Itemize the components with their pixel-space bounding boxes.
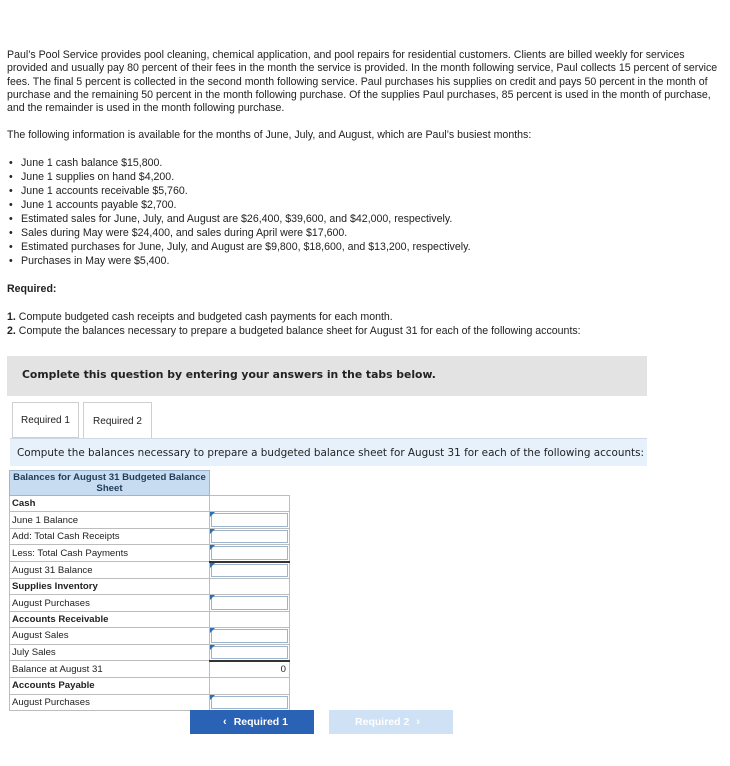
table-row bbox=[10, 496, 290, 512]
table-row bbox=[10, 678, 290, 694]
chevron-right-icon: › bbox=[416, 716, 420, 728]
table-row bbox=[10, 528, 290, 544]
chevron-left-icon: ‹ bbox=[223, 716, 227, 728]
row-label-total-cash-payments: Less: Total Cash Payments bbox=[10, 545, 210, 562]
row-label-august-31-balance: August 31 Balance bbox=[10, 562, 210, 579]
input-flag-icon bbox=[210, 512, 215, 517]
payable-august-purchases-input[interactable] bbox=[211, 696, 288, 709]
table-header-row bbox=[10, 471, 290, 496]
requirement-1-number: 1. bbox=[7, 311, 16, 324]
row-label-supplies-inventory: Supplies Inventory bbox=[10, 578, 210, 594]
table-row bbox=[10, 578, 290, 594]
complete-question-text: Complete this question by entering your answers in the tabs below. bbox=[22, 368, 436, 381]
supplies-august-purchases-input[interactable] bbox=[211, 596, 288, 609]
row-label-accounts-receivable: Accounts Receivable bbox=[10, 611, 210, 627]
previous-button-label: Required 1 bbox=[233, 716, 288, 728]
requirements bbox=[7, 310, 719, 338]
input-flag-icon bbox=[210, 529, 215, 534]
requirement-2-number: 2. bbox=[7, 325, 16, 338]
july-sales-input[interactable] bbox=[211, 646, 288, 659]
august-sales-input[interactable] bbox=[211, 629, 288, 642]
table-header-blank bbox=[210, 471, 290, 496]
balance-at-august-31-value: 0 bbox=[210, 661, 290, 678]
supplies-august-purchases-cell bbox=[210, 595, 290, 611]
input-flag-icon bbox=[210, 595, 215, 600]
question-prompt bbox=[7, 49, 719, 338]
next-button-label: Required 2 bbox=[355, 716, 410, 728]
tab-required-2[interactable]: Required 2 bbox=[83, 402, 152, 439]
list-item: • June 1 accounts payable $2,700. bbox=[21, 198, 719, 212]
row-label-august-sales: August Sales bbox=[10, 628, 210, 644]
list-item: • Sales during May were $24,400, and sales during April were $17,600. bbox=[21, 226, 719, 240]
input-flag-icon bbox=[210, 645, 215, 650]
table-row bbox=[10, 512, 290, 528]
august-31-balance-cell bbox=[210, 562, 290, 579]
next-required-2-button[interactable] bbox=[329, 710, 453, 734]
instruction-text: Compute the balances necessary to prepare a budgeted balance sheet for August 31 for each of the following accounts: bbox=[17, 447, 645, 459]
list-item: • Purchases in May were $5,400. bbox=[21, 254, 719, 268]
requirement-2 bbox=[7, 324, 719, 338]
input-flag-icon bbox=[210, 628, 215, 633]
required-heading: Required: bbox=[7, 282, 57, 295]
input-flag-icon bbox=[210, 563, 215, 568]
row-value-blank bbox=[210, 496, 290, 512]
row-label-payable-august-purchases: August Purchases bbox=[10, 694, 210, 710]
complete-question-banner bbox=[7, 356, 647, 396]
table-row bbox=[10, 611, 290, 627]
requirement-2-text: Compute the balances necessary to prepare a budgeted balance sheet for August 31 for each of the following accounts: bbox=[15, 325, 581, 338]
table-row bbox=[10, 595, 290, 611]
table-row bbox=[10, 661, 290, 678]
total-cash-payments-input[interactable] bbox=[211, 546, 288, 559]
list-item: • Estimated sales for June, July, and August are $26,400, $39,600, and $42,000, respectively. bbox=[21, 212, 719, 226]
row-value-blank bbox=[210, 678, 290, 694]
available-info-text: The following information is available for the months of June, July, and August, which are Paul’s busiest months: bbox=[7, 129, 532, 142]
table-row bbox=[10, 545, 290, 562]
row-label-july-sales: July Sales bbox=[10, 644, 210, 661]
table-row bbox=[10, 562, 290, 579]
requirement-1 bbox=[7, 310, 719, 324]
august-sales-cell bbox=[210, 628, 290, 644]
row-label-june-1-balance: June 1 Balance bbox=[10, 512, 210, 528]
tab-required-1[interactable]: Required 1 bbox=[12, 402, 79, 438]
row-label-august-purchases: August Purchases bbox=[10, 595, 210, 611]
july-sales-cell bbox=[210, 644, 290, 661]
table-row bbox=[10, 628, 290, 644]
previous-required-1-button[interactable] bbox=[190, 710, 314, 734]
payable-august-purchases-cell bbox=[210, 694, 290, 710]
total-cash-payments-cell bbox=[210, 545, 290, 562]
list-item: • June 1 supplies on hand $4,200. bbox=[21, 170, 719, 184]
june-1-balance-cell bbox=[210, 512, 290, 528]
list-item: • Estimated purchases for June, July, and August are $9,800, $18,600, and $13,200, respectively. bbox=[21, 240, 719, 254]
row-label-accounts-payable: Accounts Payable bbox=[10, 678, 210, 694]
row-label-cash: Cash bbox=[10, 496, 210, 512]
table-row bbox=[10, 644, 290, 661]
list-item: • June 1 accounts receivable $5,760. bbox=[21, 184, 719, 198]
list-item: • June 1 cash balance $15,800. bbox=[21, 156, 719, 170]
total-cash-receipts-input[interactable] bbox=[211, 530, 288, 543]
facts-list bbox=[7, 156, 719, 268]
requirement-1-text: Compute budgeted cash receipts and budgeted cash payments for each month. bbox=[15, 311, 393, 324]
input-flag-icon bbox=[210, 545, 215, 550]
june-1-balance-input[interactable] bbox=[211, 513, 288, 526]
instruction-banner bbox=[10, 438, 647, 466]
row-value-blank bbox=[210, 611, 290, 627]
row-label-total-cash-receipts: Add: Total Cash Receipts bbox=[10, 528, 210, 544]
row-value-blank bbox=[210, 578, 290, 594]
problem-intro: Paul’s Pool Service provides pool cleaning, chemical application, and pool repairs for residential customers. Clients are billed weekly for services provided and usually pay 80 percent of their fees in the month the service is provided. In the month following service, Paul collects 15 percent of service fees. The final 5 percent is collected in the second month following service. Paul purchases his supplies on credit and pays 50 percent in the month of purchase and the remaining 50 percent in the month following purchase. Of the supplies Paul purchases, 85 percent is used in the month of purchase, and the remainder is used in the month following purchase. bbox=[7, 49, 718, 115]
table-header: Balances for August 31 Budgeted Balance Sheet bbox=[10, 471, 210, 496]
row-label-balance-at-august-31: Balance at August 31 bbox=[10, 661, 210, 678]
input-flag-icon bbox=[210, 695, 215, 700]
balance-sheet-table bbox=[9, 470, 290, 711]
august-31-balance-input[interactable] bbox=[211, 564, 288, 577]
table-row bbox=[10, 694, 290, 710]
total-cash-receipts-cell bbox=[210, 528, 290, 544]
